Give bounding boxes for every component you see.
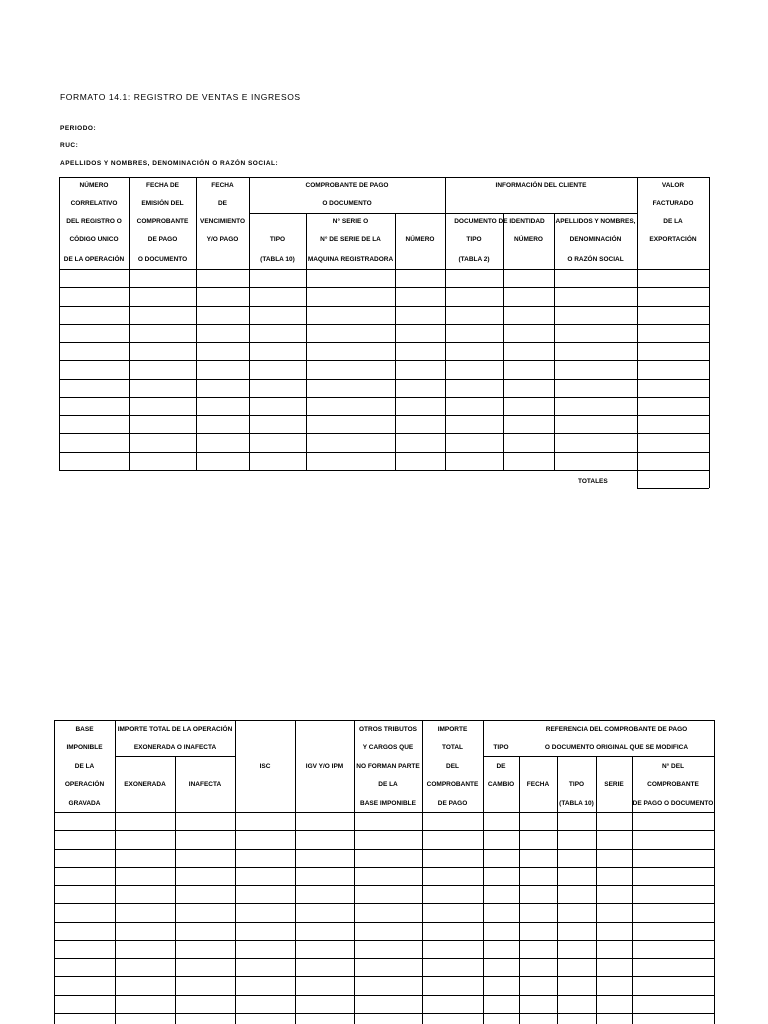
table2-column-line (235, 720, 236, 1024)
table2-row-line (54, 812, 714, 813)
header-ref-numero-line-1: N° DEL (661, 763, 685, 770)
table1-row-line (59, 360, 709, 361)
table2-column-line (632, 756, 633, 1024)
header-apellidos-line-3: O RAZÓN SOCIAL (567, 256, 624, 263)
header-fecha-emision-line-4: DE PAGO (147, 236, 178, 243)
header-fecha-vencimiento-line-1: FECHA (211, 182, 234, 189)
table1-row-line (59, 379, 709, 380)
header-fecha-emision-line-5: O DOCUMENTO (137, 256, 188, 263)
table2-row-line (54, 922, 714, 923)
razon-social-label: APELLIDOS Y NOMBRES, DENOMINACIÓN O RAZÓN SOCIAL: (60, 160, 279, 167)
table1-column-line (59, 177, 60, 470)
header-importe-total-line-4: COMPROBANTE (426, 781, 479, 788)
header-apellidos-line-1: APELLIDOS Y NOMBRES, (555, 218, 636, 225)
table2-subheader-line (483, 756, 714, 757)
ruc-label: RUC: (60, 142, 79, 149)
header-referencia-line-1: REFERENCIA DEL COMPROBANTE DE PAGO (545, 726, 688, 733)
table1-column-line (306, 213, 307, 470)
header-correlativo-line-5: DE LA OPERACIÓN (63, 256, 125, 263)
header-tipo-cambio-line-3: CAMBIO (487, 781, 515, 788)
header-igv: IGV Y/O IPM (305, 763, 344, 770)
header-doc-tipo-line-2: (TABLA 2) (458, 256, 490, 263)
header-apellidos-line-2: DENOMINACIÓN (569, 236, 622, 243)
header-base-imponible-line-3: DE LA (74, 763, 95, 770)
table1-row-line (59, 452, 709, 453)
header-base-imponible-line-2: IMPONIBLE (66, 744, 103, 751)
header-exonerada: EXONERADA (124, 781, 166, 788)
document-title: FORMATO 14.1: REGISTRO DE VENTAS E INGRESOS (60, 92, 301, 102)
periodo-label: PERIODO: (60, 125, 97, 132)
table2-column-line (557, 756, 558, 1024)
table1-row-line (59, 433, 709, 434)
table1-subheader-line (249, 213, 637, 214)
header-doc-numero: NÚMERO (514, 236, 543, 243)
table2-row-line (54, 830, 714, 831)
header-fecha-vencimiento-line-3: VENCIMIENTO (199, 218, 246, 225)
header-info-cliente: INFORMACIÓN DEL CLIENTE (495, 182, 587, 189)
header-valor-exportacion-line-1: VALOR (661, 182, 685, 189)
header-fecha-emision-line-1: FECHA DE (146, 182, 179, 189)
header-importe-total-line-3: DEL (446, 763, 459, 770)
table2-column-line (483, 720, 484, 1024)
header-serie-line-1: N° SERIE O (332, 218, 369, 225)
table2-column-line (354, 720, 355, 1024)
header-serie-line-2: N° DE SERIE DE LA (320, 236, 381, 243)
header-isc: ISC (259, 763, 271, 770)
table1-column-line (395, 213, 396, 470)
table2-row-line (54, 995, 714, 996)
table1-column-line (554, 213, 555, 470)
table1-column-line (129, 177, 130, 470)
header-importe-total-line-1: IMPORTE (437, 726, 468, 733)
header-correlativo-line-2: CORRELATIVO (70, 200, 118, 207)
table2-row-line (54, 976, 714, 977)
table1-row-line (59, 470, 709, 471)
totales-box-right (709, 470, 710, 488)
table2-column-line (422, 720, 423, 1024)
table2-top-border (54, 720, 714, 721)
header-ref-numero-line-3: DE PAGO O DOCUMENTO (632, 800, 714, 807)
header-valor-exportacion-line-3: DE LA (663, 218, 683, 225)
header-tipo-line-1: TIPO (269, 236, 286, 243)
header-base-imponible-line-5: GRAVADA (68, 800, 101, 807)
table1-column-line (249, 177, 250, 470)
header-correlativo-line-4: CÓDIGO UNICO (69, 236, 119, 243)
header-correlativo-line-3: DEL REGISTRO O (66, 218, 122, 225)
header-serie-line-3: MAQUINA REGISTRADORA (307, 256, 394, 263)
header-ref-serie: SERIE (604, 781, 624, 788)
header-comprobante-line-2: O DOCUMENTO (322, 200, 372, 207)
header-doc-tipo-line-1: TIPO (466, 236, 482, 243)
header-tipo-line-2: (TABLA 10) (260, 256, 295, 263)
table1-column-line (709, 177, 710, 470)
totales-label: TOTALES (578, 477, 608, 485)
table1-column-line (503, 213, 504, 470)
totales-box-left (637, 470, 638, 488)
table1-row-line (59, 287, 709, 288)
header-base-imponible-line-1: BASE (75, 726, 94, 733)
table1-row-line (59, 269, 709, 270)
header-otros-tributos-line-3: NO FORMAN PARTE (356, 763, 420, 770)
header-fecha-vencimiento-line-2: DE (217, 200, 228, 207)
table2-column-line (519, 756, 520, 1024)
header-numero: NÚMERO (405, 236, 435, 243)
table2-row-line (54, 903, 714, 904)
table1-column-line (637, 177, 638, 470)
header-valor-exportacion-line-2: FACTURADO (652, 200, 694, 207)
table1-row-line (59, 342, 709, 343)
table2-row-line (54, 1013, 714, 1014)
table2-column-line (115, 720, 116, 1024)
header-otros-tributos-line-4: DE LA (378, 781, 398, 788)
header-fecha-emision-line-3: COMPROBANTE (136, 218, 189, 225)
table2-column-line (714, 720, 715, 1024)
header-fecha-emision-line-2: EMISIÓN DEL (141, 200, 184, 207)
table2-column-line (596, 756, 597, 1024)
table1-row-line (59, 397, 709, 398)
header-ref-tipo-line-2: (TABLA 10) (559, 800, 594, 807)
header-fecha-vencimiento-line-4: Y/O PAGO (206, 236, 239, 243)
header-ref-fecha: FECHA (526, 781, 550, 788)
header-tipo-cambio-line-2: DE (496, 763, 506, 770)
table2-row-line (54, 849, 714, 850)
table2-column-line (54, 720, 55, 1024)
table1-column-line (196, 177, 197, 470)
table2-row-line (54, 885, 714, 886)
header-comprobante-line-1: COMPROBANTE DE PAGO (305, 182, 389, 189)
table1-row-line (59, 306, 709, 307)
table2-column-line (295, 720, 296, 1024)
header-doc-identidad: DOCUMENTO DE IDENTIDAD (454, 218, 545, 225)
header-tipo-cambio-line-1: TIPO (493, 744, 509, 751)
totales-box-bottom (637, 488, 709, 489)
table2-row-line (54, 867, 714, 868)
header-otros-tributos-line-2: Y CARGOS QUE (362, 744, 414, 751)
header-otros-tributos-line-1: OTROS TRIBUTOS (358, 726, 418, 733)
header-importe-total-operacion-line-1: IMPORTE TOTAL DE LA OPERACIÓN (117, 726, 233, 733)
header-referencia-line-2: O DOCUMENTO ORIGINAL QUE SE MODIFICA (544, 744, 689, 751)
header-ref-numero-line-2: COMPROBANTE (647, 781, 699, 788)
table1-row-line (59, 415, 709, 416)
table1-top-border (59, 177, 709, 178)
table1-column-line (445, 177, 446, 470)
header-importe-total-line-2: TOTAL (441, 744, 464, 751)
header-importe-total-operacion-line-2: EXONERADA O INAFECTA (133, 744, 217, 751)
header-valor-exportacion-line-4: EXPORTACIÓN (649, 236, 697, 243)
header-otros-tributos-line-5: BASE IMPONIBLE (360, 800, 416, 807)
header-importe-total-line-5: DE PAGO (437, 800, 468, 807)
header-correlativo-line-1: NÚMERO (79, 182, 109, 189)
header-ref-tipo-line-1: TIPO (568, 781, 585, 788)
table2-column-line (175, 756, 176, 1024)
header-base-imponible-line-4: OPERACIÓN (64, 781, 105, 788)
header-inafecta: INAFECTA (188, 781, 222, 788)
table2-row-line (54, 958, 714, 959)
table2-row-line (54, 940, 714, 941)
table1-row-line (59, 324, 709, 325)
